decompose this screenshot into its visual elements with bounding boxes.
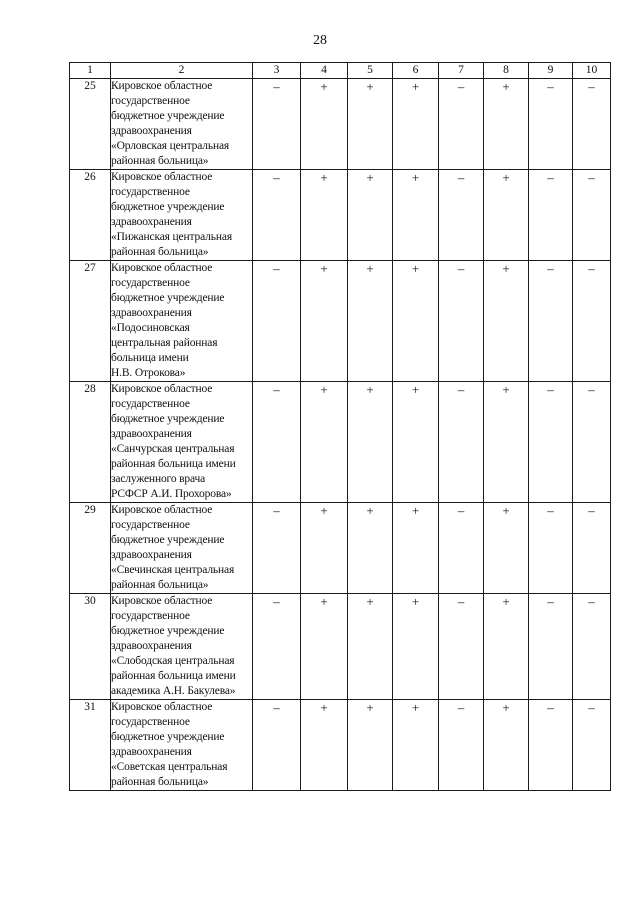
mark-cell: + bbox=[301, 700, 348, 791]
table-row bbox=[70, 79, 611, 170]
mark-cell: + bbox=[348, 79, 393, 170]
header-row bbox=[70, 63, 611, 79]
mark-cell: – bbox=[573, 503, 611, 594]
mark-cell: – bbox=[253, 261, 301, 382]
mark-cell: + bbox=[393, 503, 439, 594]
table-row bbox=[70, 382, 611, 503]
mark-cell: + bbox=[393, 261, 439, 382]
mark-cell: + bbox=[484, 503, 529, 594]
row-number: 26 bbox=[70, 170, 111, 261]
row-number: 29 bbox=[70, 503, 111, 594]
mark-cell: + bbox=[301, 594, 348, 700]
institutions-table bbox=[69, 62, 611, 791]
column-header: 4 bbox=[301, 63, 348, 79]
mark-cell: – bbox=[529, 261, 573, 382]
mark-cell: – bbox=[529, 382, 573, 503]
institution-name: Кировское областное государственное бюджетное учреждение здравоохранения «Орловская центральная районная больница» bbox=[111, 79, 253, 170]
column-header: 7 bbox=[439, 63, 484, 79]
mark-cell: – bbox=[253, 700, 301, 791]
mark-cell: + bbox=[301, 503, 348, 594]
mark-cell: – bbox=[529, 79, 573, 170]
mark-cell: – bbox=[573, 79, 611, 170]
mark-cell: – bbox=[573, 594, 611, 700]
mark-cell: – bbox=[253, 594, 301, 700]
mark-cell: + bbox=[348, 700, 393, 791]
mark-cell: – bbox=[253, 503, 301, 594]
mark-cell: – bbox=[529, 700, 573, 791]
mark-cell: + bbox=[484, 170, 529, 261]
mark-cell: + bbox=[393, 170, 439, 261]
mark-cell: – bbox=[439, 594, 484, 700]
mark-cell: + bbox=[301, 170, 348, 261]
column-header: 3 bbox=[253, 63, 301, 79]
mark-cell: + bbox=[393, 79, 439, 170]
mark-cell: + bbox=[348, 170, 393, 261]
institution-name: Кировское областное государственное бюджетное учреждение здравоохранения «Пижанская центральная районная больница» bbox=[111, 170, 253, 261]
mark-cell: + bbox=[301, 261, 348, 382]
mark-cell: + bbox=[484, 700, 529, 791]
table-body bbox=[70, 79, 611, 791]
mark-cell: – bbox=[573, 170, 611, 261]
mark-cell: + bbox=[301, 79, 348, 170]
mark-cell: + bbox=[484, 382, 529, 503]
institution-name: Кировское областное государственное бюджетное учреждение здравоохранения «Свечинская центральная районная больница» bbox=[111, 503, 253, 594]
mark-cell: + bbox=[393, 382, 439, 503]
institution-name: Кировское областное государственное бюджетное учреждение здравоохранения «Подосиновская центральная районная больница имени Н.В. Отрокова» bbox=[111, 261, 253, 382]
mark-cell: + bbox=[348, 594, 393, 700]
table-row bbox=[70, 503, 611, 594]
mark-cell: – bbox=[439, 261, 484, 382]
mark-cell: + bbox=[348, 382, 393, 503]
table-row bbox=[70, 170, 611, 261]
mark-cell: – bbox=[529, 170, 573, 261]
mark-cell: – bbox=[573, 700, 611, 791]
mark-cell: – bbox=[573, 382, 611, 503]
row-number: 25 bbox=[70, 79, 111, 170]
column-header: 5 bbox=[348, 63, 393, 79]
mark-cell: – bbox=[439, 503, 484, 594]
mark-cell: – bbox=[439, 79, 484, 170]
row-number: 30 bbox=[70, 594, 111, 700]
institution-name: Кировское областное государственное бюджетное учреждение здравоохранения «Советская центральная районная больница» bbox=[111, 700, 253, 791]
mark-cell: – bbox=[573, 261, 611, 382]
institution-name: Кировское областное государственное бюджетное учреждение здравоохранения «Санчурская центральная районная больница имени заслуженного врача РСФСР А.И. Прохорова» bbox=[111, 382, 253, 503]
mark-cell: + bbox=[348, 261, 393, 382]
mark-cell: + bbox=[484, 79, 529, 170]
mark-cell: – bbox=[253, 170, 301, 261]
column-header: 8 bbox=[484, 63, 529, 79]
mark-cell: + bbox=[484, 261, 529, 382]
page-number: 28 bbox=[313, 33, 327, 48]
mark-cell: – bbox=[439, 700, 484, 791]
mark-cell: – bbox=[439, 170, 484, 261]
row-number: 31 bbox=[70, 700, 111, 791]
mark-cell: – bbox=[529, 503, 573, 594]
table-row bbox=[70, 261, 611, 382]
row-number: 28 bbox=[70, 382, 111, 503]
mark-cell: – bbox=[439, 382, 484, 503]
mark-cell: + bbox=[393, 594, 439, 700]
mark-cell: + bbox=[348, 503, 393, 594]
mark-cell: + bbox=[484, 594, 529, 700]
institution-name: Кировское областное государственное бюджетное учреждение здравоохранения «Слободская центральная районная больница имени академика А.Н. Бакулева» bbox=[111, 594, 253, 700]
mark-cell: – bbox=[529, 594, 573, 700]
row-number: 27 bbox=[70, 261, 111, 382]
table-row bbox=[70, 700, 611, 791]
mark-cell: + bbox=[393, 700, 439, 791]
mark-cell: – bbox=[253, 382, 301, 503]
column-header: 6 bbox=[393, 63, 439, 79]
column-header: 1 bbox=[70, 63, 111, 79]
table-row bbox=[70, 594, 611, 700]
column-header: 2 bbox=[111, 63, 253, 79]
mark-cell: – bbox=[253, 79, 301, 170]
column-header: 9 bbox=[529, 63, 573, 79]
mark-cell: + bbox=[301, 382, 348, 503]
column-header: 10 bbox=[573, 63, 611, 79]
